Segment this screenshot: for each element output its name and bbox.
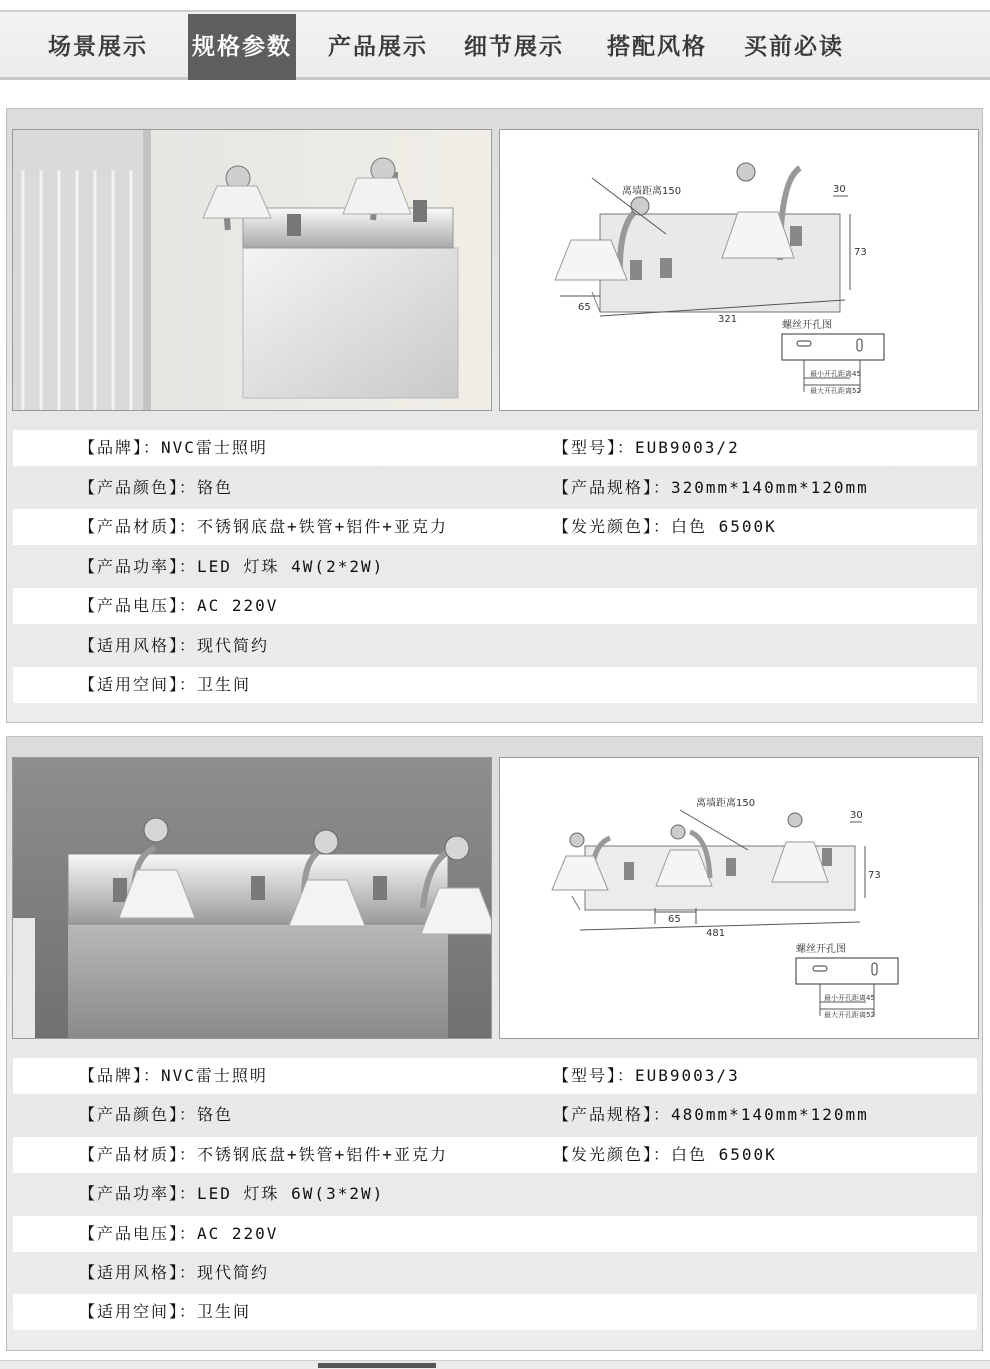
- svg-text:最小开孔距离45: 最小开孔距离45: [824, 994, 875, 1002]
- spec-row: [13, 470, 977, 506]
- svg-text:65: 65: [578, 302, 591, 313]
- spec-row: [13, 1176, 977, 1212]
- spec-row: [13, 1097, 977, 1133]
- spec-row: [13, 588, 977, 624]
- nav-tab-specs[interactable]: 规格参数: [188, 14, 296, 80]
- nav-tab-details[interactable]: 细节展示: [464, 34, 564, 60]
- spec-size: 【产品规格】：320mm*140mm*120mm: [553, 478, 869, 497]
- spec-size: 【产品规格】：480mm*140mm*120mm: [553, 1105, 869, 1124]
- spec-row: [13, 549, 977, 585]
- product-block-3-light: [6, 736, 983, 1351]
- svg-text:螺丝开孔图: 螺丝开孔图: [796, 944, 846, 955]
- nav-tab-style[interactable]: 搭配风格: [607, 34, 707, 60]
- dimension-diagram: [499, 757, 979, 1039]
- svg-text:最大开孔距离52: 最大开孔距离52: [810, 387, 861, 395]
- svg-text:30: 30: [850, 810, 863, 821]
- top-navigation: [0, 10, 990, 80]
- spec-brand: 【品牌】：NVC雷士照明: [79, 438, 268, 457]
- product-block-2-light: [6, 108, 983, 723]
- spec-color: 【产品颜色】：铬色: [79, 1105, 234, 1124]
- spec-power: 【产品功率】：LED 灯珠 6W(3*2W): [79, 1184, 385, 1203]
- spec-voltage: 【产品电压】：AC 220V: [79, 1224, 279, 1243]
- spec-light-color: 【发光颜色】：白色 6500K: [553, 517, 777, 536]
- spec-light-color: 【发光颜色】：白色 6500K: [553, 1145, 777, 1164]
- svg-text:离墙距离150: 离墙距离150: [622, 186, 682, 197]
- spec-row: [13, 430, 977, 466]
- spec-brand: 【品牌】：NVC雷士照明: [79, 1066, 268, 1085]
- svg-text:321: 321: [718, 314, 738, 325]
- spec-color: 【产品颜色】：铬色: [79, 478, 234, 497]
- svg-text:73: 73: [868, 870, 881, 881]
- spec-row: [13, 509, 977, 545]
- nav-tab-scene[interactable]: 场景展示: [48, 34, 148, 60]
- svg-text:最大开孔距离52: 最大开孔距离52: [824, 1011, 875, 1019]
- spec-row: [13, 628, 977, 664]
- spec-model: 【型号】：EUB9003/3: [553, 1066, 740, 1085]
- scene-photo: [12, 129, 492, 411]
- spec-row: [13, 667, 977, 703]
- svg-text:离墙距离150: 离墙距离150: [696, 798, 756, 809]
- spec-row: [13, 1294, 977, 1330]
- spec-row: [13, 1255, 977, 1291]
- spec-material: 【产品材质】：不锈钢底盘+铁管+铝件+亚克力: [79, 517, 448, 536]
- svg-text:481: 481: [706, 928, 726, 939]
- spec-material: 【产品材质】：不锈钢底盘+铁管+铝件+亚克力: [79, 1145, 448, 1164]
- spec-space: 【适用空间】：卫生间: [79, 675, 252, 694]
- spec-row: [13, 1216, 977, 1252]
- svg-text:最小开孔距离45: 最小开孔距离45: [810, 370, 861, 378]
- nav-tab-products[interactable]: 产品展示: [328, 34, 428, 60]
- svg-text:65: 65: [668, 914, 681, 925]
- scene-photo: [12, 757, 492, 1039]
- svg-text:30: 30: [833, 184, 846, 195]
- dimension-diagram: [499, 129, 979, 411]
- spec-row: [13, 1137, 977, 1173]
- svg-text:螺丝开孔图: 螺丝开孔图: [782, 320, 832, 331]
- spec-style: 【适用风格】：现代简约: [79, 1263, 270, 1282]
- bottom-tab-indicator: [318, 1363, 436, 1368]
- spec-style: 【适用风格】：现代简约: [79, 636, 270, 655]
- spec-voltage: 【产品电压】：AC 220V: [79, 596, 279, 615]
- spec-row: [13, 1058, 977, 1094]
- svg-text:73: 73: [854, 247, 867, 258]
- spec-space: 【适用空间】：卫生间: [79, 1302, 252, 1321]
- nav-tab-notice[interactable]: 买前必读: [744, 34, 844, 60]
- spec-power: 【产品功率】：LED 灯珠 4W(2*2W): [79, 557, 385, 576]
- spec-model: 【型号】：EUB9003/2: [553, 438, 740, 457]
